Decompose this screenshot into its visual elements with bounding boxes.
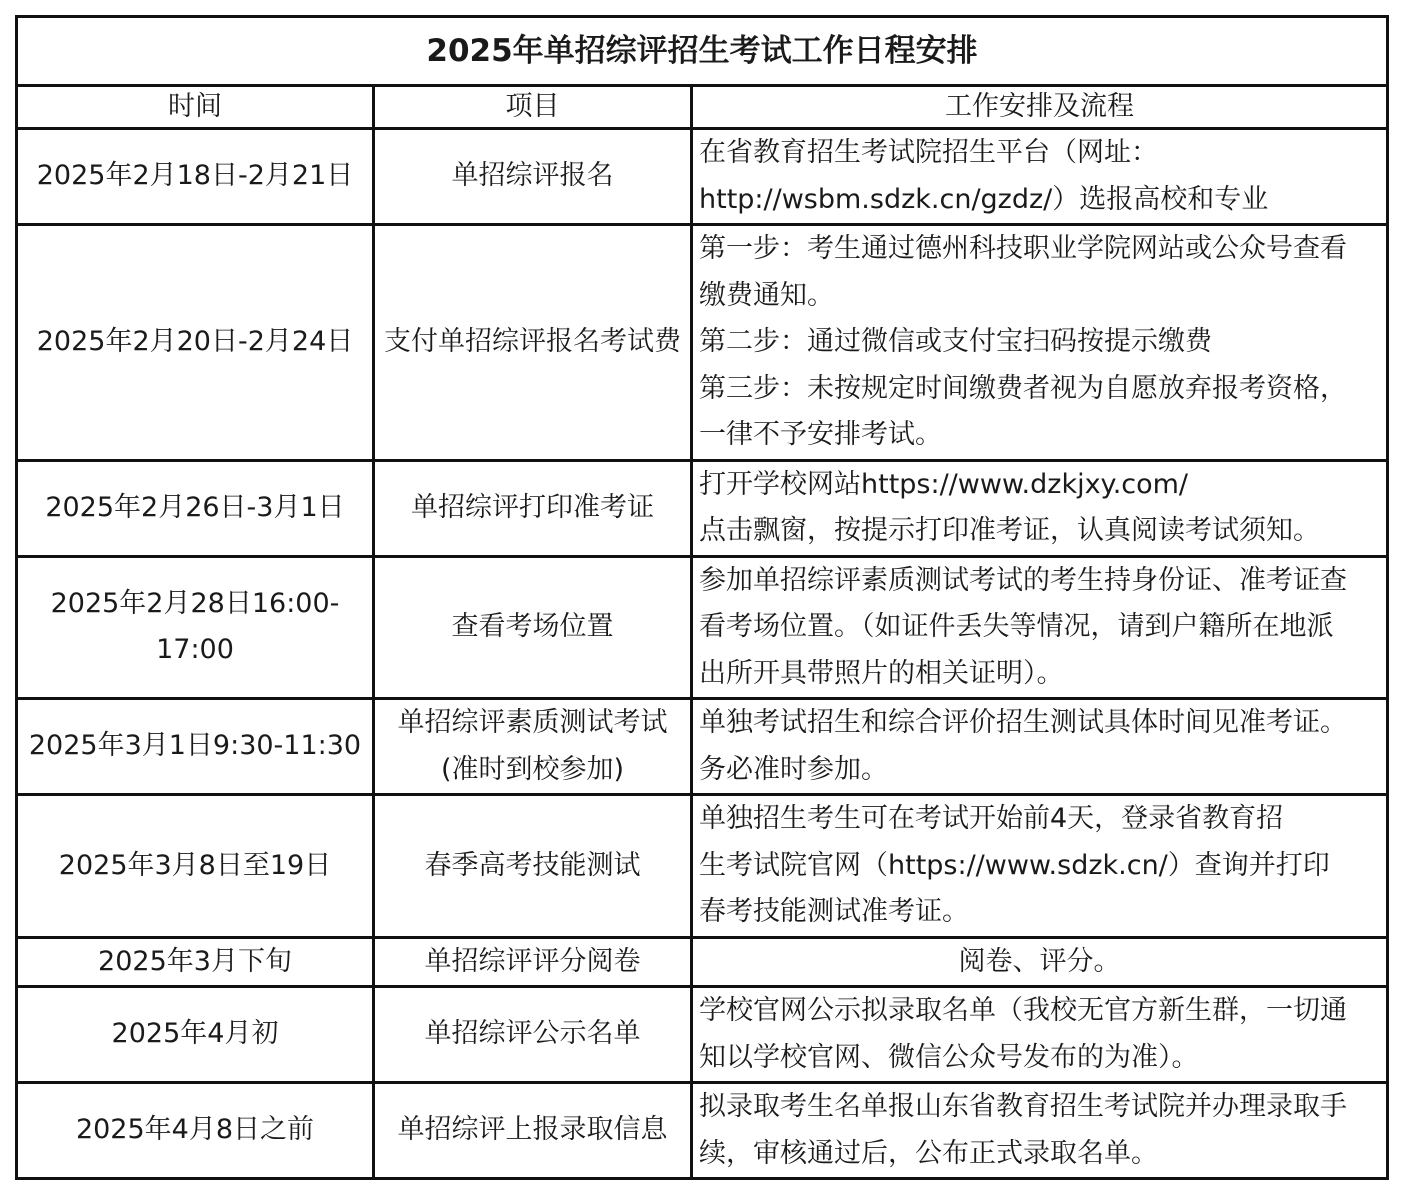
time-cell: 2025年2月28日16:00-17:00 — [17, 556, 374, 699]
item-cell — [374, 699, 692, 795]
detail-line: 第二步：通过微信或支付宝扫码按提示缴费 — [699, 326, 1212, 357]
table-row — [17, 556, 1388, 699]
detail-line: 单独招生考生可在考试开始前4天，登录省教育招 — [699, 803, 1284, 834]
item-cell — [374, 1083, 692, 1179]
detail-line: 务必准时参加。 — [699, 753, 888, 785]
item-text: 单招综评打印准考证 — [411, 491, 654, 523]
details-cell — [692, 460, 1388, 556]
details-cell — [692, 699, 1388, 795]
table-row — [17, 699, 1388, 795]
table-title: 2025年单招综评招生考试工作日程安排 — [17, 17, 1388, 86]
item-text: 单招综评上报录取信息 — [397, 1114, 668, 1146]
detail-line: 春考技能测试准考证。 — [699, 896, 969, 927]
detail-line: 在省教育招生考试院招生平台（网址： — [699, 137, 1158, 168]
detail-line: http://wsbm.sdzk.cn/gzdz/）选报高校和专业 — [699, 183, 1269, 215]
detail-line: 第三步：未按规定时间缴费者视为自愿放弃报考资格， — [699, 372, 1347, 404]
detail-line: 一律不予安排考试。 — [699, 419, 942, 450]
details-cell — [692, 795, 1388, 938]
header-row — [17, 86, 1388, 129]
header-details: 工作安排及流程 — [692, 86, 1388, 129]
time-cell: 2025年2月20日-2月24日 — [17, 225, 374, 461]
detail-line: 生考试院官网（https://www.sdzk.cn/）查询并打印 — [699, 849, 1330, 881]
detail-line: 打开学校网站https://www.dzkjxy.com/ — [699, 468, 1189, 500]
detail-line: 知以学校官网、微信公众号发布的为准）。 — [699, 1041, 1199, 1073]
detail-line: 拟录取考生名单报山东省教育招生考试院并办理录取手 — [699, 1091, 1347, 1122]
time-cell: 2025年4月8日之前 — [17, 1083, 374, 1179]
item-text: 单招综评评分阅卷 — [424, 945, 641, 977]
time-cell: 2025年3月1日9:30-11:30 — [17, 699, 374, 795]
detail-line: 阅卷、评分。 — [958, 945, 1121, 977]
table-row — [17, 1083, 1388, 1179]
details-cell — [692, 937, 1388, 987]
detail-line: 学校官网公示拟录取名单（我校无官方新生群，一切通 — [699, 995, 1347, 1026]
details-cell — [692, 225, 1388, 461]
details-cell — [692, 556, 1388, 699]
time-cell: 2025年2月18日-2月21日 — [17, 129, 374, 225]
schedule-table — [15, 15, 1389, 1180]
item-text: 单招综评公示名单 — [424, 1018, 641, 1050]
table-row — [17, 460, 1388, 556]
item-text: (准时到校参加) — [440, 753, 625, 785]
detail-line: 第一步：考生通过德州科技职业学院网站或公众号查看 — [699, 233, 1347, 264]
detail-line: 出所开具带照片的相关证明）。 — [699, 657, 1064, 689]
item-cell — [374, 795, 692, 938]
item-cell — [374, 225, 692, 461]
schedule-table-container — [15, 15, 1389, 1180]
time-cell: 2025年3月8日至19日 — [17, 795, 374, 938]
time-cell: 2025年2月26日-3月1日 — [17, 460, 374, 556]
details-cell — [692, 129, 1388, 225]
header-item: 项目 — [374, 86, 692, 129]
time-cell: 2025年3月下旬 — [17, 937, 374, 987]
table-row — [17, 225, 1388, 461]
item-cell — [374, 987, 692, 1083]
item-text: 查看考场位置 — [451, 611, 614, 642]
item-text: 单招综评报名 — [451, 160, 614, 192]
item-cell — [374, 937, 692, 987]
table-row — [17, 795, 1388, 938]
item-text: 支付单招综评报名考试费 — [384, 326, 681, 357]
table-row — [17, 987, 1388, 1083]
table-row — [17, 937, 1388, 987]
item-cell — [374, 460, 692, 556]
detail-line: 单独考试招生和综合评价招生测试具体时间见准考证。 — [699, 707, 1347, 738]
item-text: 春季高考技能测试 — [424, 849, 641, 881]
table-row — [17, 129, 1388, 225]
item-text: 单招综评素质测试考试 — [397, 707, 668, 738]
details-cell — [692, 987, 1388, 1083]
detail-line: 续，审核通过后，公布正式录取名单。 — [699, 1137, 1158, 1169]
item-cell — [374, 129, 692, 225]
details-cell — [692, 1083, 1388, 1179]
detail-line: 参加单招综评素质测试考试的考生持身份证、准考证查 — [699, 564, 1347, 596]
detail-line: 看考场位置。（如证件丢失等情况，请到户籍所在地派 — [699, 611, 1334, 642]
header-time: 时间 — [17, 86, 374, 129]
detail-line: 缴费通知。 — [699, 279, 834, 311]
detail-line: 点击飘窗，按提示打印准考证，认真阅读考试须知。 — [699, 515, 1320, 546]
title-row — [17, 17, 1388, 86]
time-cell: 2025年4月初 — [17, 987, 374, 1083]
item-cell — [374, 556, 692, 699]
